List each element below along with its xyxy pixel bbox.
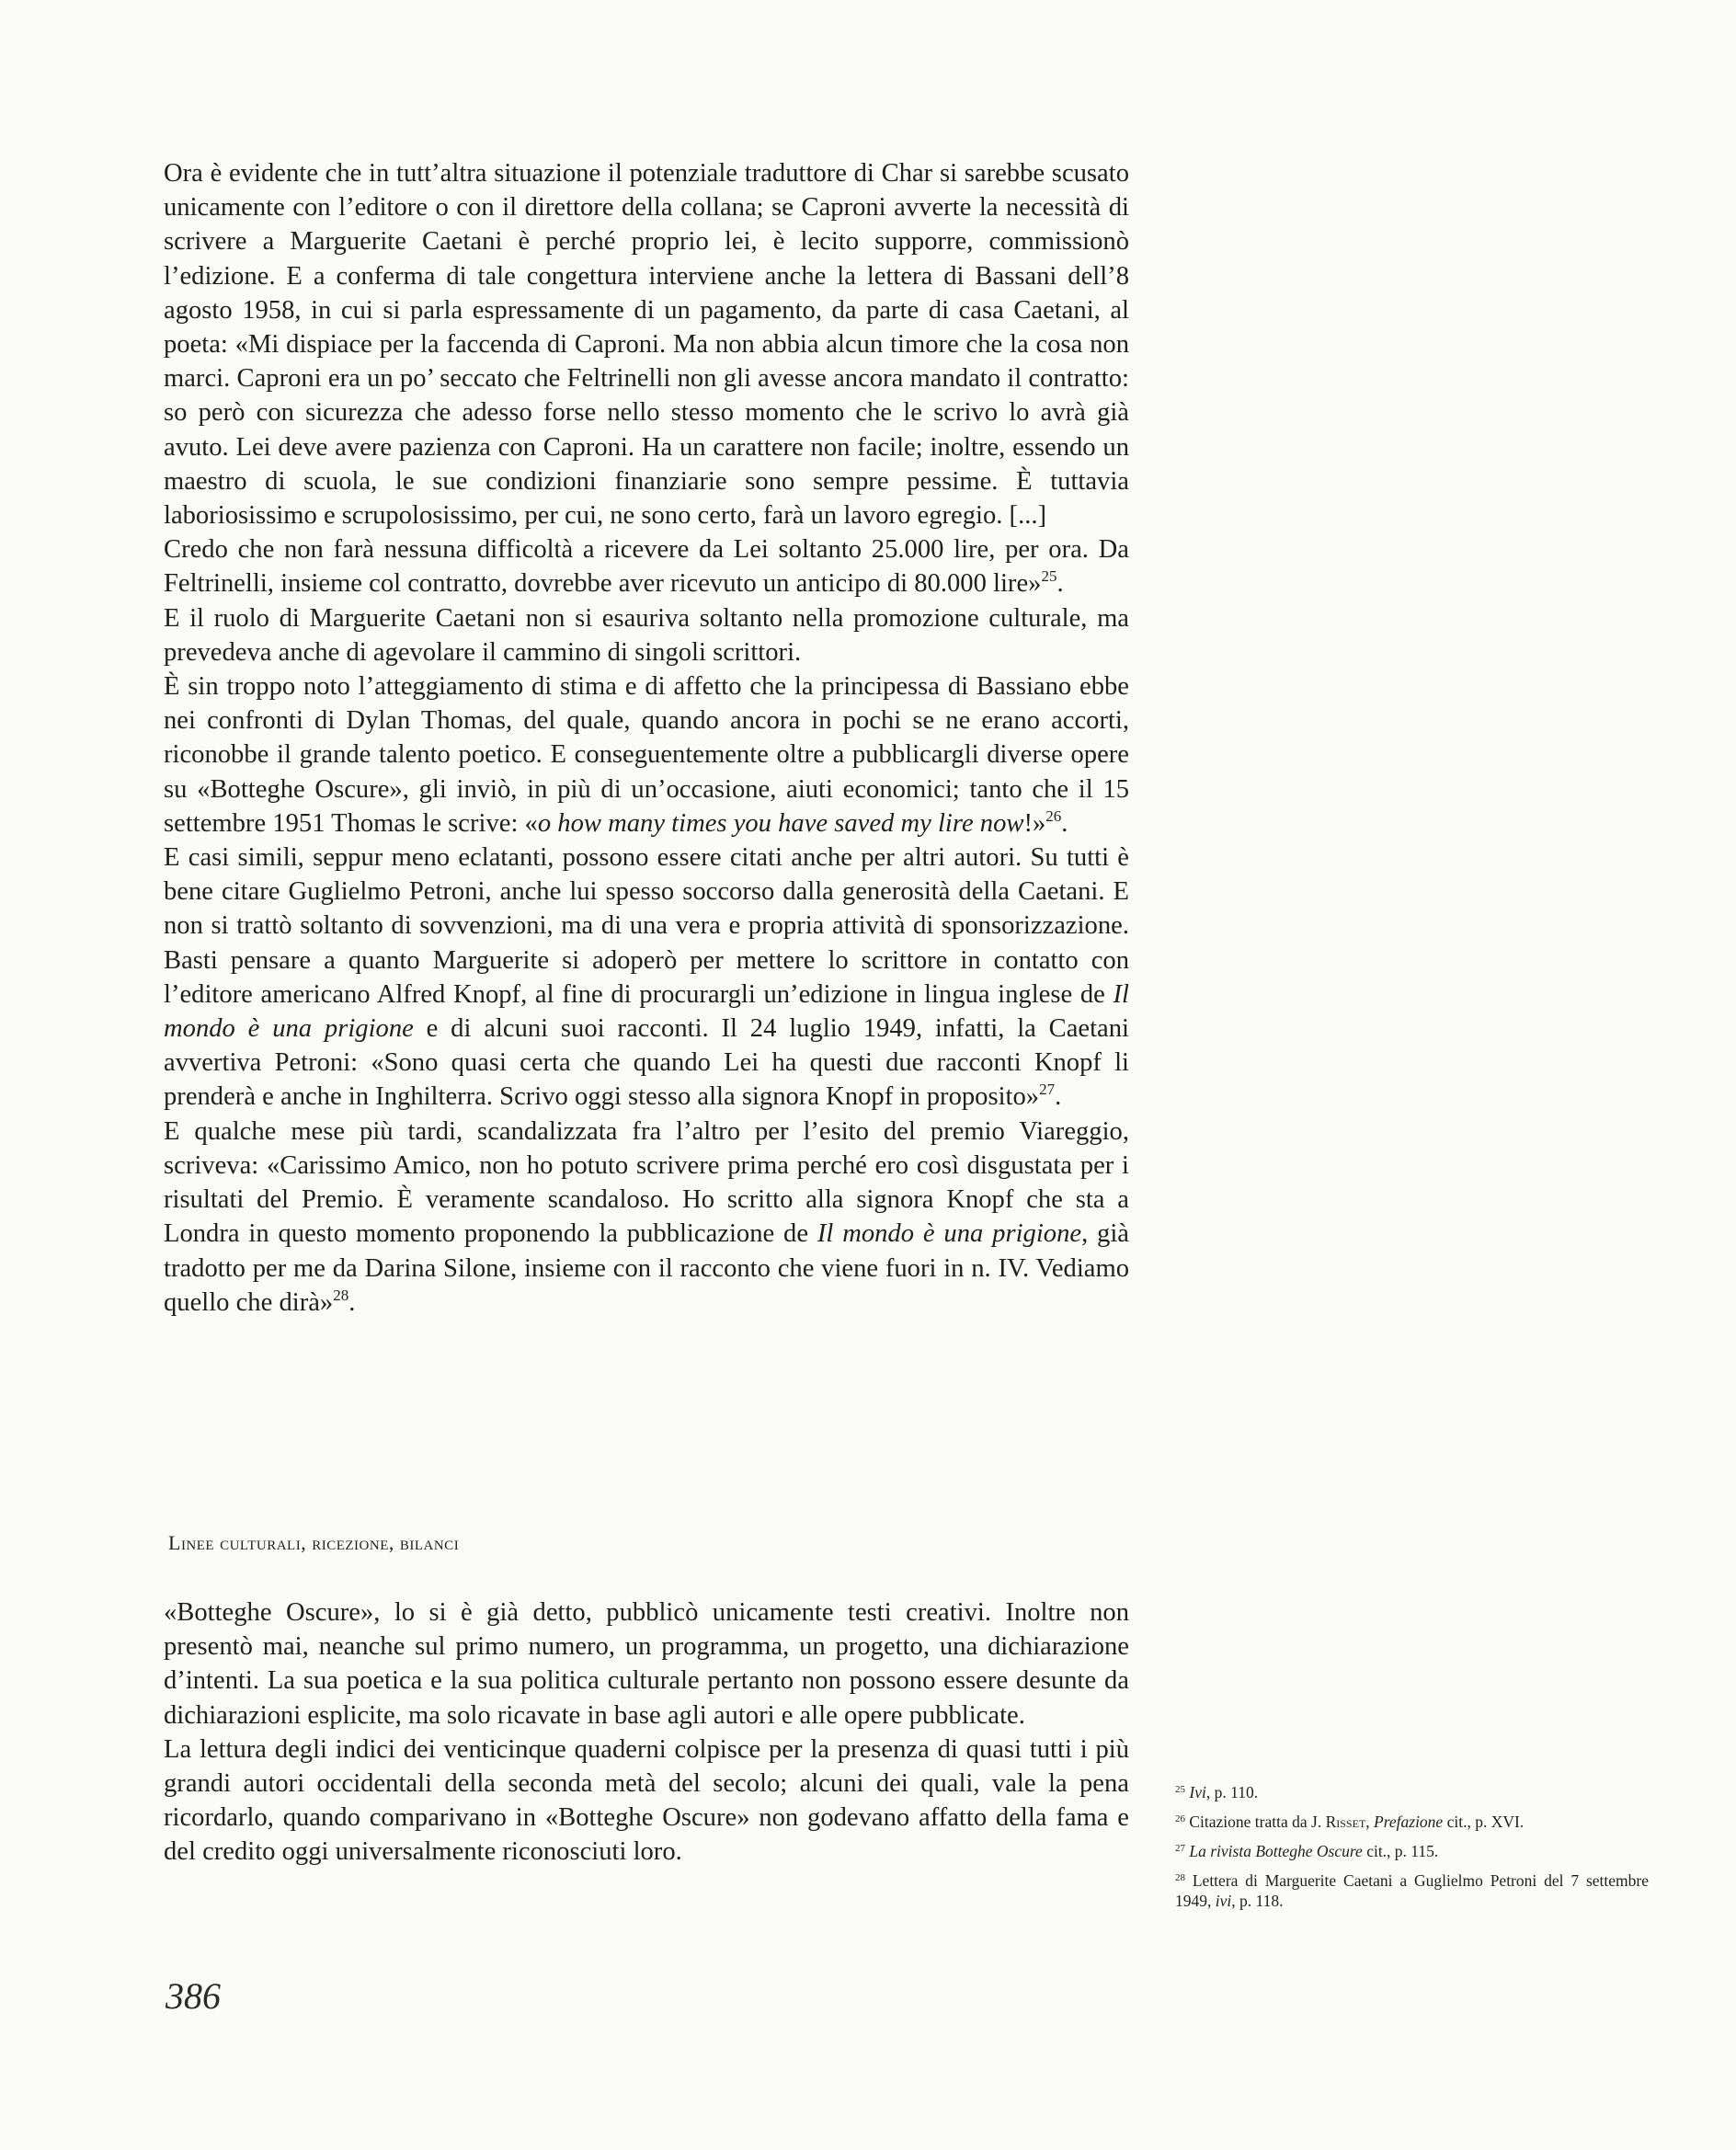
body-text bbox=[164, 156, 1129, 1320]
paragraph bbox=[164, 1733, 1129, 1870]
text-run: Lettera di Marguerite Caetani a Guglielmo Petroni del 7 settembre 1949, bbox=[1175, 1871, 1649, 1910]
italic-text: Prefazione bbox=[1374, 1813, 1444, 1831]
small-caps-text: Risset bbox=[1325, 1813, 1366, 1831]
text-run: , bbox=[1365, 1813, 1375, 1831]
text-run: . bbox=[1061, 808, 1068, 838]
text-run: «Botteghe Oscure», lo si è già detto, pubblicò unicamente testi creativi. Inoltre non presentò mai, neanche sul primo numero, un programma, un progetto, una dichiarazione d’intenti. La sua poetica e la sua politica culturale pertanto non possono essere desunte da dichiarazioni esplicite, ma solo ricavate in base agli autori e alle opere pubblicate. bbox=[164, 1598, 1129, 1730]
footnote bbox=[1175, 1782, 1649, 1802]
footnote-ref: 26 bbox=[1175, 1813, 1185, 1824]
italic-text: o how many times you have saved my lire now bbox=[537, 808, 1024, 838]
text-run: . bbox=[1056, 569, 1064, 599]
text-run: , già tradotto per me da Darina Silone, insieme con il racconto che viene fuori in n. IV. Vediamo quello che dirà» bbox=[164, 1219, 1129, 1317]
paragraph bbox=[164, 669, 1129, 841]
italic-text: La rivista Botteghe Oscure bbox=[1189, 1842, 1363, 1860]
text-run: Ora è evidente che in tutt’altra situazione il potenziale traduttore di Char si sarebbe scusato unicamente con l’editore o con il direttore della collana; se Caproni avverte la necessità di scrivere a Marguerite Caetani è perché proprio lei, è lecito supporre, commissionò l’edizione. E a conferma di tale congettura interviene anche la lettera di Bassani dell’8 agosto 1958, in cui si parla espressamente di un pagamento, da parte di casa Caetani, al poeta: «Mi dispiace per la faccenda di Caproni. Ma non abbia alcun timore che la cosa non marci. Caproni era un po’ seccato che Feltrinelli non gli avesse ancora mandato il contratto: so però con sicurezza che adesso forse nello stesso momento che le scrivo lo avrà già avuto. Lei deve avere pazienza con Caproni. Ha un carattere non facile; inoltre, essendo un maestro di scuola, le sue condizioni finanziarie sono sempre pessime. È tuttavia laboriosissimo e scrupolosissimo, per cui, ne sono certo, farà un lavoro egregio. [...] bbox=[164, 159, 1129, 531]
text-run: La lettura degli indici dei venticinque quaderni colpisce per la presenza di quasi tutti i più grandi autori occidentali della seconda metà del secolo; alcuni dei quali, vale la pena ricordarlo, quando comparivano in «Botteghe Oscure» non godevano affatto della fama e del credito oggi universalmente riconosciuti loro. bbox=[164, 1734, 1129, 1867]
paragraph bbox=[164, 1595, 1129, 1733]
text-run: È sin troppo noto l’atteggiamento di stima e di affetto che la principessa di Bassiano ebbe nei confronti di Dylan Thomas, del quale, quando ancora in pochi se ne erano accorti, riconobbe il grande talento poetico. E conseguentemente oltre a pubblicargli diverse opere su «Botteghe Oscure», gli inviò, in più di un’occasione, aiuti economici; tanto che il 15 settembre 1951 Thomas le scrive: « bbox=[164, 672, 1129, 838]
footnote-ref: 27 bbox=[1175, 1843, 1185, 1854]
text-run: . bbox=[348, 1287, 356, 1317]
paragraph bbox=[164, 841, 1129, 1115]
italic-text: ivi bbox=[1215, 1892, 1232, 1910]
text-run: Credo che non farà nessuna difficoltà a ricevere da Lei soltanto 25.000 lire, per ora. Da Feltrinelli, insieme col contratto, dovrebbe aver ricevuto un anticipo di 80.000 lire» bbox=[164, 535, 1129, 599]
text-run: E il ruolo di Marguerite Caetani non si esauriva soltanto nella promozione culturale, ma prevedeva anche di agevolare il cammino di singoli scrittori. bbox=[164, 603, 1129, 667]
footnote-ref: 28 bbox=[1175, 1872, 1185, 1883]
text-run: cit., p. XVI. bbox=[1443, 1813, 1525, 1831]
text-run: e di alcuni suoi racconti. Il 24 luglio 1949, infatti, la Caetani avvertiva Petroni: «Sono quasi certa che quando Lei ha questi due racconti Knopf li prenderà e anche in Inghilterra. Scrivo oggi stesso alla signora Knopf in proposito» bbox=[164, 1014, 1129, 1112]
text-run: E qualche mese più tardi, scandalizzata fra l’altro per l’esito del premio Viareggio, scriveva: «Carissimo Amico, non ho potuto scrivere prima perché ero così disgustata per i risultati del Premio. È veramente scandaloso. Ho scritto alla signora Knopf che sta a Londra in questo momento proponendo la pubblicazione de bbox=[164, 1116, 1129, 1249]
italic-text: Il mondo è una prigione bbox=[817, 1219, 1082, 1249]
text-run: E casi simili, seppur meno eclatanti, possono essere citati anche per altri autori. Su tutti è bene citare Guglielmo Petroni, anche lui spesso soccorso dalla generosità della Caetani. E non si trattò soltanto di sovvenzioni, ma di una vera e propria attività di sponsorizzazione. Basti pensare a quanto Marguerite si adoperò per mettere lo scrittore in contatto con l’editore americano Alfred Knopf, al fine di procurargli un’edizione in lingua inglese de bbox=[164, 843, 1129, 1009]
italic-text: Il mondo è una prigione bbox=[164, 979, 1129, 1044]
text-run: , p. 118. bbox=[1231, 1892, 1284, 1910]
section-heading: Linee culturali, ricezione, bilanci bbox=[168, 1531, 460, 1554]
footnote bbox=[1175, 1812, 1649, 1832]
footnote-ref: 27 bbox=[1039, 1081, 1056, 1099]
footnote-ref: 26 bbox=[1045, 806, 1062, 825]
footnote-ref: 28 bbox=[333, 1286, 349, 1304]
footnotes bbox=[1175, 1782, 1649, 1920]
section-body-text bbox=[164, 1595, 1129, 1870]
text-run: cit., p. 115. bbox=[1362, 1842, 1439, 1860]
footnote bbox=[1175, 1841, 1649, 1861]
paragraph bbox=[164, 532, 1129, 600]
text-run: . bbox=[1055, 1082, 1062, 1112]
italic-text: Ivi bbox=[1189, 1783, 1206, 1801]
footnote-ref: 25 bbox=[1041, 567, 1057, 586]
page-number: 386 bbox=[166, 1975, 221, 2017]
text-run: !» bbox=[1023, 808, 1046, 838]
footnote bbox=[1175, 1870, 1649, 1911]
text-run: Citazione tratta da J. bbox=[1185, 1813, 1326, 1831]
paragraph bbox=[164, 156, 1129, 532]
paragraph bbox=[164, 1115, 1129, 1320]
paragraph bbox=[164, 601, 1129, 669]
text-run: , p. 110. bbox=[1205, 1783, 1259, 1801]
footnote-ref: 25 bbox=[1175, 1784, 1185, 1795]
